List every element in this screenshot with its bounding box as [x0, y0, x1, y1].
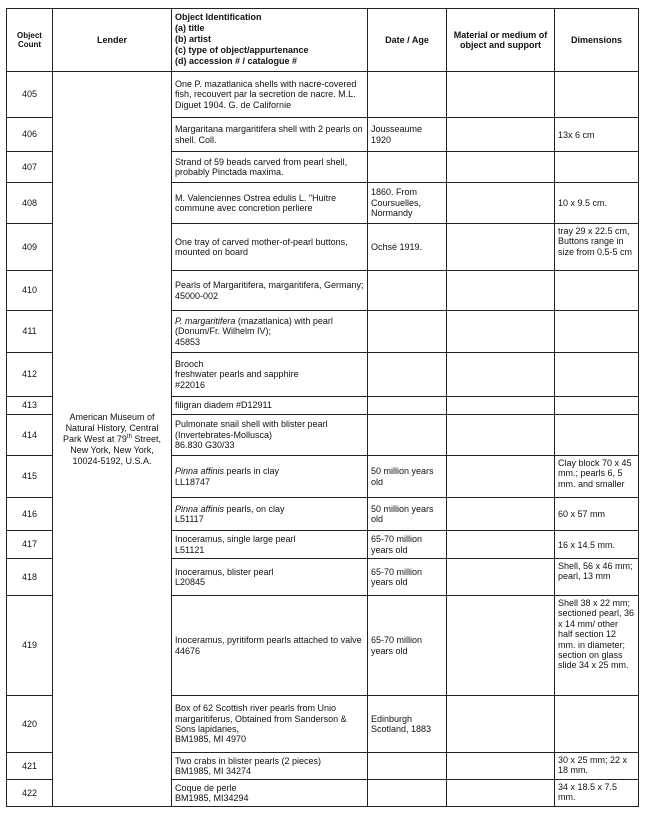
object-count: 410 [7, 271, 53, 311]
material [447, 531, 555, 559]
object-identification [172, 753, 368, 780]
date-age [368, 353, 447, 397]
object-count: 414 [7, 415, 53, 456]
object-count: 407 [7, 152, 53, 183]
object-identification [172, 224, 368, 271]
object-count: 412 [7, 353, 53, 397]
dimensions: 34 x 18.5 x 7.5 mm. [555, 780, 639, 807]
header-object-identification [172, 9, 368, 72]
dimensions: Shell 38 x 22 mm; sectioned pearl, 36 x 14 mm/ other half section 12 mm. in diameter; section on glass slide 34 x 25 mm. [555, 596, 639, 696]
object-count: 408 [7, 183, 53, 224]
dimensions: 60 x 57 mm [555, 498, 639, 531]
material [447, 753, 555, 780]
object-count: 420 [7, 696, 53, 753]
date-age: 65-70 million years old [368, 596, 447, 696]
header-date-age: Date / Age [368, 9, 447, 72]
ident-title: Inoceramus, single large pearl [175, 534, 296, 545]
ident-title: Inoceramus, pyritiform pearls attached to valve [175, 635, 362, 646]
header-row [7, 9, 639, 72]
object-identification [172, 118, 368, 152]
object-identification [172, 531, 368, 559]
object-identification [172, 696, 368, 753]
header-lender: Lender [53, 9, 172, 72]
material [447, 183, 555, 224]
date-age: Edinburgh Scotland, 1883 [368, 696, 447, 753]
object-count: 419 [7, 596, 53, 696]
object-identification [172, 183, 368, 224]
date-age: Ochsé 1919. [368, 224, 447, 271]
lender-name: American Museum of Natural History, Central Park West at 79 [63, 411, 159, 444]
object-count: 409 [7, 224, 53, 271]
ident-title: One tray of carved mother-of-pearl buttons, mounted on board [175, 236, 348, 257]
ident-species: Pinna affinis [175, 503, 225, 514]
ident-title: Margaritana margaritifera shell with 2 pearls on shell. Coll. [175, 124, 363, 145]
material [447, 596, 555, 696]
dimensions [555, 397, 639, 415]
date-age [368, 397, 447, 415]
header-ident-line: Object Identification [175, 12, 262, 22]
ident-title: Box of 62 Scottish river pearls from Unio margaritiferus, Obtained from Sanderson & Sons lapidaries, [175, 703, 347, 734]
material [447, 780, 555, 807]
material [447, 118, 555, 152]
date-age [368, 152, 447, 183]
material [447, 353, 555, 397]
object-identification [172, 415, 368, 456]
ident-title-rest: pearls in clay [224, 466, 280, 477]
dimensions [555, 311, 639, 353]
object-identification [172, 152, 368, 183]
date-age [368, 311, 447, 353]
dimensions: 30 x 25 mm; 22 x 18 mm. [555, 753, 639, 780]
ident-title: M. Valenciennes Ostrea edulis L. "Huitre commune avec concretion perliere [175, 192, 337, 213]
ident-title: Two crabs in blister pearls (2 pieces) [175, 755, 322, 766]
ident-accession: BM1985, MI 4970 [175, 734, 247, 745]
ident-accession: BM1985, MI34294 [175, 793, 249, 803]
ident-accession: 45853 [175, 336, 201, 347]
dimensions: 13x 6 cm [555, 118, 639, 152]
dimensions [555, 152, 639, 183]
ident-title: Inoceramus, blister pearl [175, 566, 274, 577]
table-row [7, 72, 639, 118]
ident-species: Pinna affinis [175, 466, 225, 477]
ident-species: P. margaritifera [175, 315, 236, 326]
material [447, 456, 555, 498]
ident-title: Pearls of Margaritifera, margaritifera, Germany; [175, 280, 364, 291]
header-dimensions: Dimensions [555, 9, 639, 72]
object-count: 417 [7, 531, 53, 559]
header-ident-line: (d) accession # / catalogue # [175, 56, 298, 66]
ident-title [175, 466, 364, 476]
object-count: 413 [7, 397, 53, 415]
ident-accession: #22016 [175, 379, 206, 390]
object-identification [172, 498, 368, 531]
ident-title-rest: pearls, on clay [224, 503, 285, 514]
lender-cell [53, 72, 172, 807]
object-identification [172, 353, 368, 397]
ident-accession: 86.830 G30/33 [175, 440, 235, 451]
object-identification [172, 397, 368, 415]
ident-accession: L20845 [175, 577, 206, 587]
dimensions: 16 x 14.5 mm. [555, 531, 639, 559]
ident-title: One P. mazatlanica shells with nacre-covered fish, recouvert par la secretion de nacre. M.L. Diguet 1904. G. de Californie [175, 78, 357, 110]
ident-accession: 44676 [175, 645, 201, 656]
dimensions: tray 29 x 22.5 cm, Buttons range in size from 0.5-5 cm [555, 224, 639, 271]
dimensions: Shell, 56 x 46 mm; pearl, 13 mm [555, 559, 639, 596]
ident-title: filigran diadem #D12911 [175, 400, 272, 411]
header-ident-line: (b) artist [175, 34, 211, 44]
object-identification [172, 780, 368, 807]
ident-type: freshwater pearls and sapphire [175, 369, 299, 380]
ident-accession: 45000-002 [175, 290, 219, 301]
ident-title: Brooch [175, 358, 204, 369]
material [447, 72, 555, 118]
date-age [368, 753, 447, 780]
dimensions: Clay block 70 x 45 mm.; pearls 6, 5 mm. and smaller [555, 456, 639, 498]
header-object-count: Object Count [7, 9, 53, 72]
object-count: 415 [7, 456, 53, 498]
header-ident-line: (a) title [175, 23, 205, 33]
material [447, 271, 555, 311]
object-count: 416 [7, 498, 53, 531]
ident-title [175, 504, 364, 514]
object-identification [172, 559, 368, 596]
ident-title: Pulmonate snail shell with blister pearl (Invertebrates-Mollusca) [175, 419, 328, 440]
dimensions [555, 72, 639, 118]
date-age: 65-70 million years old [368, 559, 447, 596]
material [447, 696, 555, 753]
ident-accession: LL18747 [175, 476, 211, 487]
lender-sup: th [126, 433, 132, 440]
material [447, 152, 555, 183]
object-count: 418 [7, 559, 53, 596]
object-count: 405 [7, 72, 53, 118]
ident-title: Coque de perle [175, 782, 237, 793]
material [447, 311, 555, 353]
object-count: 422 [7, 780, 53, 807]
date-age: 1860. From Coursuelles, Normandy [368, 183, 447, 224]
material [447, 498, 555, 531]
date-age [368, 72, 447, 118]
date-age [368, 780, 447, 807]
object-count: 411 [7, 311, 53, 353]
object-identification [172, 311, 368, 353]
dimensions [555, 271, 639, 311]
date-age: Jousseaume 1920 [368, 118, 447, 152]
date-age [368, 415, 447, 456]
object-identification [172, 456, 368, 498]
object-identification [172, 72, 368, 118]
date-age: 50 million years old [368, 498, 447, 531]
dimensions: 10 x 9.5 cm. [555, 183, 639, 224]
catalog-table [6, 8, 639, 807]
ident-title [175, 316, 364, 337]
material [447, 224, 555, 271]
dimensions [555, 353, 639, 397]
date-age: 65-70 million years old [368, 531, 447, 559]
ident-title: Strand of 59 beads carved from pearl shell, probably Pinctada maxima. [175, 156, 348, 177]
ident-accession: L51121 [175, 544, 205, 555]
ident-title-rest: (mazatlanica) with pearl (Donum/Fr. Wilhelm IV); [175, 315, 333, 337]
ident-accession: BM1985, MI 34274 [175, 766, 252, 776]
dimensions [555, 696, 639, 753]
date-age: 50 million years old [368, 456, 447, 498]
object-count: 421 [7, 753, 53, 780]
object-identification [172, 596, 368, 696]
dimensions [555, 415, 639, 456]
date-age [368, 271, 447, 311]
object-count: 406 [7, 118, 53, 152]
material [447, 559, 555, 596]
header-ident-line: (c) type of object/appurtenance [175, 45, 309, 55]
material [447, 415, 555, 456]
ident-accession: L51117 [175, 514, 204, 524]
material [447, 397, 555, 415]
header-material: Material or medium of object and support [447, 9, 555, 72]
lender-address: Street, New York, New York, 10024-5192, U.S.A. [70, 433, 161, 466]
object-identification [172, 271, 368, 311]
